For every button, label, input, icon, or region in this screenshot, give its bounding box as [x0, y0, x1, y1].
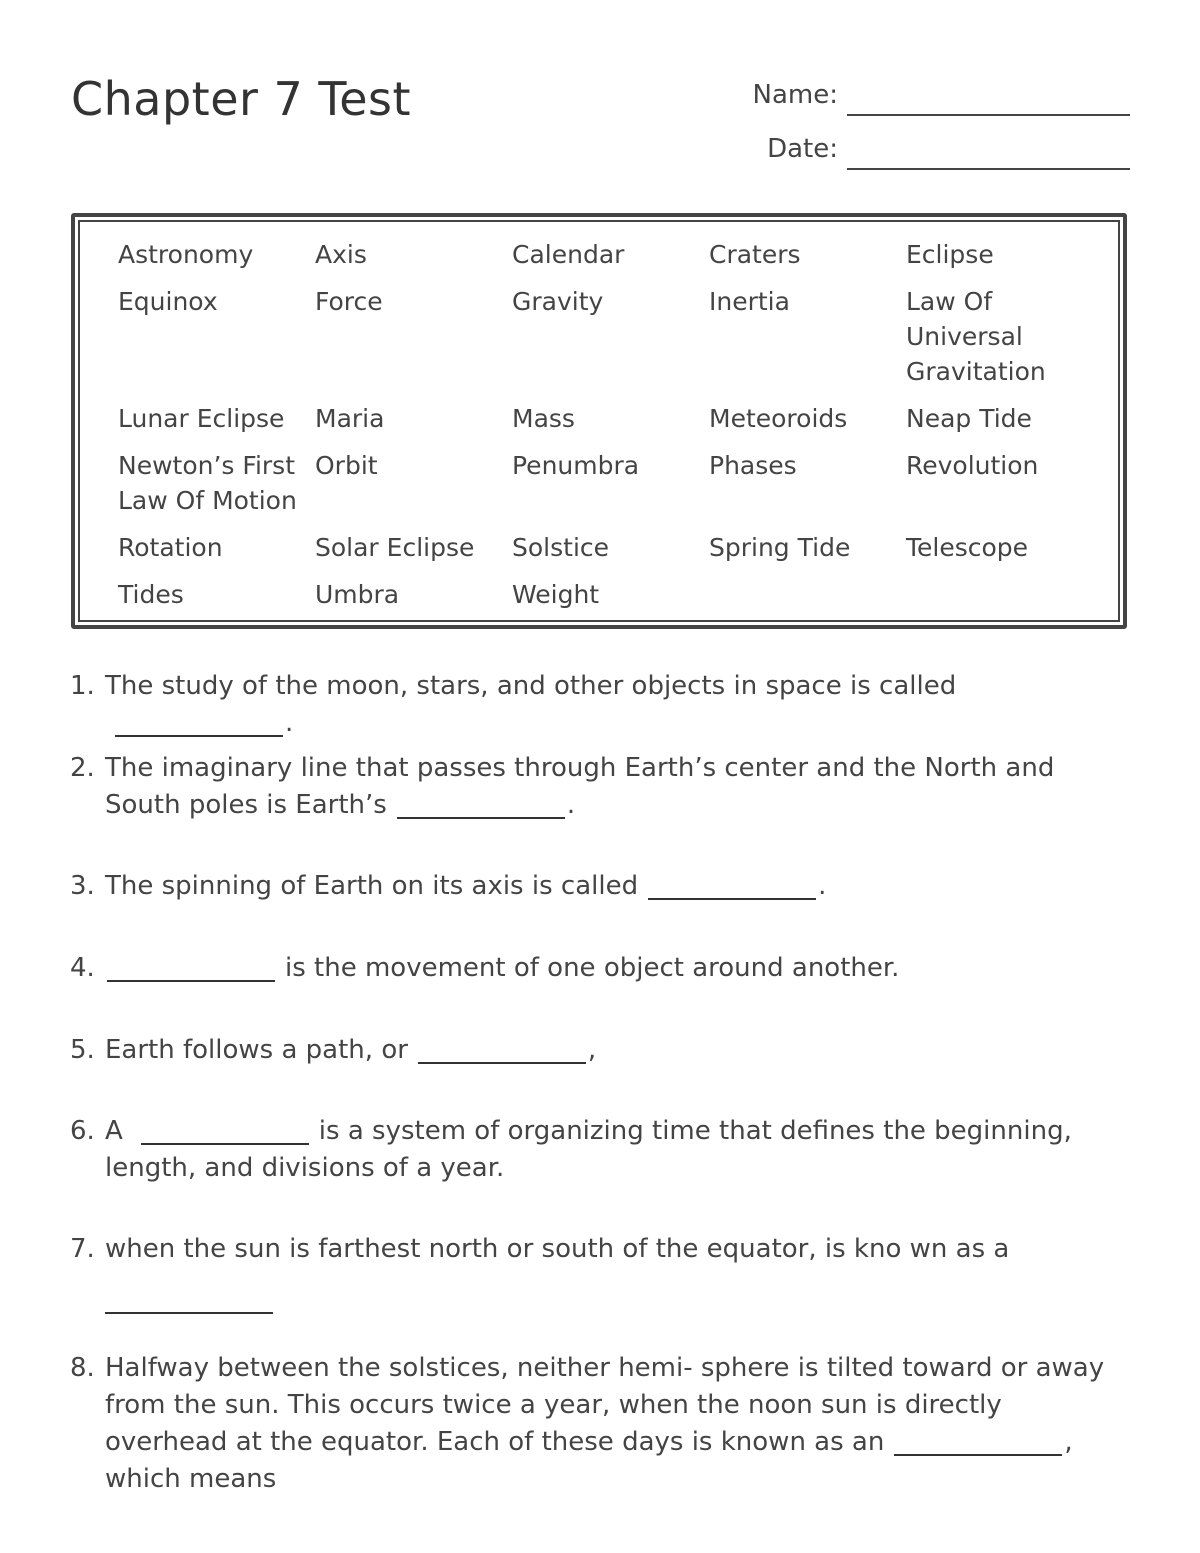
word-bank-term [906, 577, 1103, 624]
word-bank-term: Solar Eclipse [315, 533, 475, 562]
answer-blank[interactable] [115, 713, 283, 737]
question-text: Earth follows a path, or [105, 1035, 408, 1065]
question-number: 3. [70, 871, 95, 901]
question-4 [70, 950, 1130, 987]
word-bank-term: Mass [512, 404, 575, 433]
question-text: The study of the moon, stars, and other objects in space is called [105, 671, 957, 701]
word-bank-row [118, 530, 1108, 577]
word-bank-term: Neap Tide [906, 404, 1032, 433]
word-bank-term: Equinox [118, 287, 218, 316]
question-text-after: is the movement of one object around another. [285, 953, 900, 983]
word-bank-term: Lunar Eclipse [118, 404, 285, 433]
question-text-after: . [566, 790, 576, 820]
word-bank-grid [118, 237, 1108, 624]
question-number: 6. [70, 1116, 95, 1146]
question-text: Halfway between the solstices, neither hemi- sphere is tilted toward or away from the sun. This occurs twice a year, when the noon sun is directly overhead at the equator. Each of these days is known as an [105, 1353, 1105, 1457]
word-bank-term: Craters [709, 240, 801, 269]
question-1 [70, 668, 1130, 742]
word-bank-row [118, 237, 1108, 284]
question-number: 7. [70, 1234, 95, 1264]
word-bank-term: Meteoroids [709, 404, 848, 433]
question-text-after: . [818, 871, 827, 901]
answer-blank[interactable] [397, 795, 565, 819]
word-bank-term: Umbra [315, 580, 400, 609]
question-number: 8. [70, 1353, 95, 1383]
word-bank-term: Penumbra [512, 451, 640, 480]
answer-blank[interactable] [418, 1040, 586, 1064]
question-text: A [105, 1116, 123, 1146]
question-text-after: , [587, 1035, 597, 1065]
name-label: Name: [752, 80, 838, 110]
date-label: Date: [767, 134, 838, 164]
name-field [740, 80, 1130, 116]
question-text: The spinning of Earth on its axis is called [105, 871, 639, 901]
question-number: 5. [70, 1035, 95, 1065]
word-bank-term: Astronomy [118, 240, 254, 269]
word-bank-row [118, 284, 1108, 401]
question-text-after: , which means [105, 1427, 1073, 1494]
word-bank-term: Rotation [118, 533, 223, 562]
word-bank-row [118, 448, 1108, 530]
question-number: 2. [70, 753, 95, 783]
question-text-after: is a system of organizing time that defines the beginning, length, and divisions of a year. [105, 1116, 1072, 1183]
question-6 [70, 1113, 1130, 1187]
answer-blank[interactable] [141, 1121, 309, 1145]
word-bank-term: Calendar [512, 240, 625, 269]
question-text: when the sun is farthest north or south of the equator, is kno wn as a [105, 1234, 1010, 1264]
word-bank-term: Orbit [315, 451, 378, 480]
question-number: 1. [70, 671, 95, 701]
question-text: The imaginary line that passes through Earth’s center and the North and South poles is Earth’s [105, 753, 1055, 820]
word-bank-term: Eclipse [906, 240, 994, 269]
word-bank-row [118, 577, 1108, 624]
name-blank-line[interactable] [847, 114, 1130, 116]
date-blank-line[interactable] [847, 168, 1130, 170]
word-bank-term: Gravity [512, 287, 604, 316]
word-bank-term: Inertia [709, 287, 790, 316]
answer-blank[interactable] [648, 876, 816, 900]
answer-blank[interactable] [107, 958, 275, 982]
word-bank-term: Axis [315, 240, 367, 269]
question-3 [70, 868, 1130, 905]
word-bank [71, 213, 1127, 629]
word-bank-term: Tides [118, 580, 184, 609]
question-5 [70, 1032, 1130, 1069]
answer-blank[interactable] [894, 1432, 1062, 1456]
question-number: 4. [70, 953, 95, 983]
word-bank-term: Force [315, 287, 383, 316]
word-bank-term: Phases [709, 451, 797, 480]
date-field [740, 134, 1130, 170]
word-bank-term: Solstice [512, 533, 610, 562]
question-text-after: . [285, 708, 294, 738]
question-2 [70, 750, 1130, 824]
word-bank-term: Spring Tide [709, 533, 851, 562]
page-title: Chapter 7 Test [71, 72, 412, 126]
word-bank-term: Revolution [906, 451, 1039, 480]
word-bank-term: Weight [512, 580, 600, 609]
word-bank-term: Maria [315, 404, 385, 433]
word-bank-term: Telescope [906, 533, 1029, 562]
word-bank-row [118, 401, 1108, 448]
word-bank-term: Newton’s First Law Of Motion [118, 451, 297, 515]
question-7 [70, 1231, 1130, 1314]
word-bank-term [709, 577, 906, 624]
answer-blank[interactable] [105, 1290, 273, 1314]
word-bank-term: Law Of Universal Gravitation [906, 287, 1046, 386]
question-8 [70, 1350, 1130, 1498]
